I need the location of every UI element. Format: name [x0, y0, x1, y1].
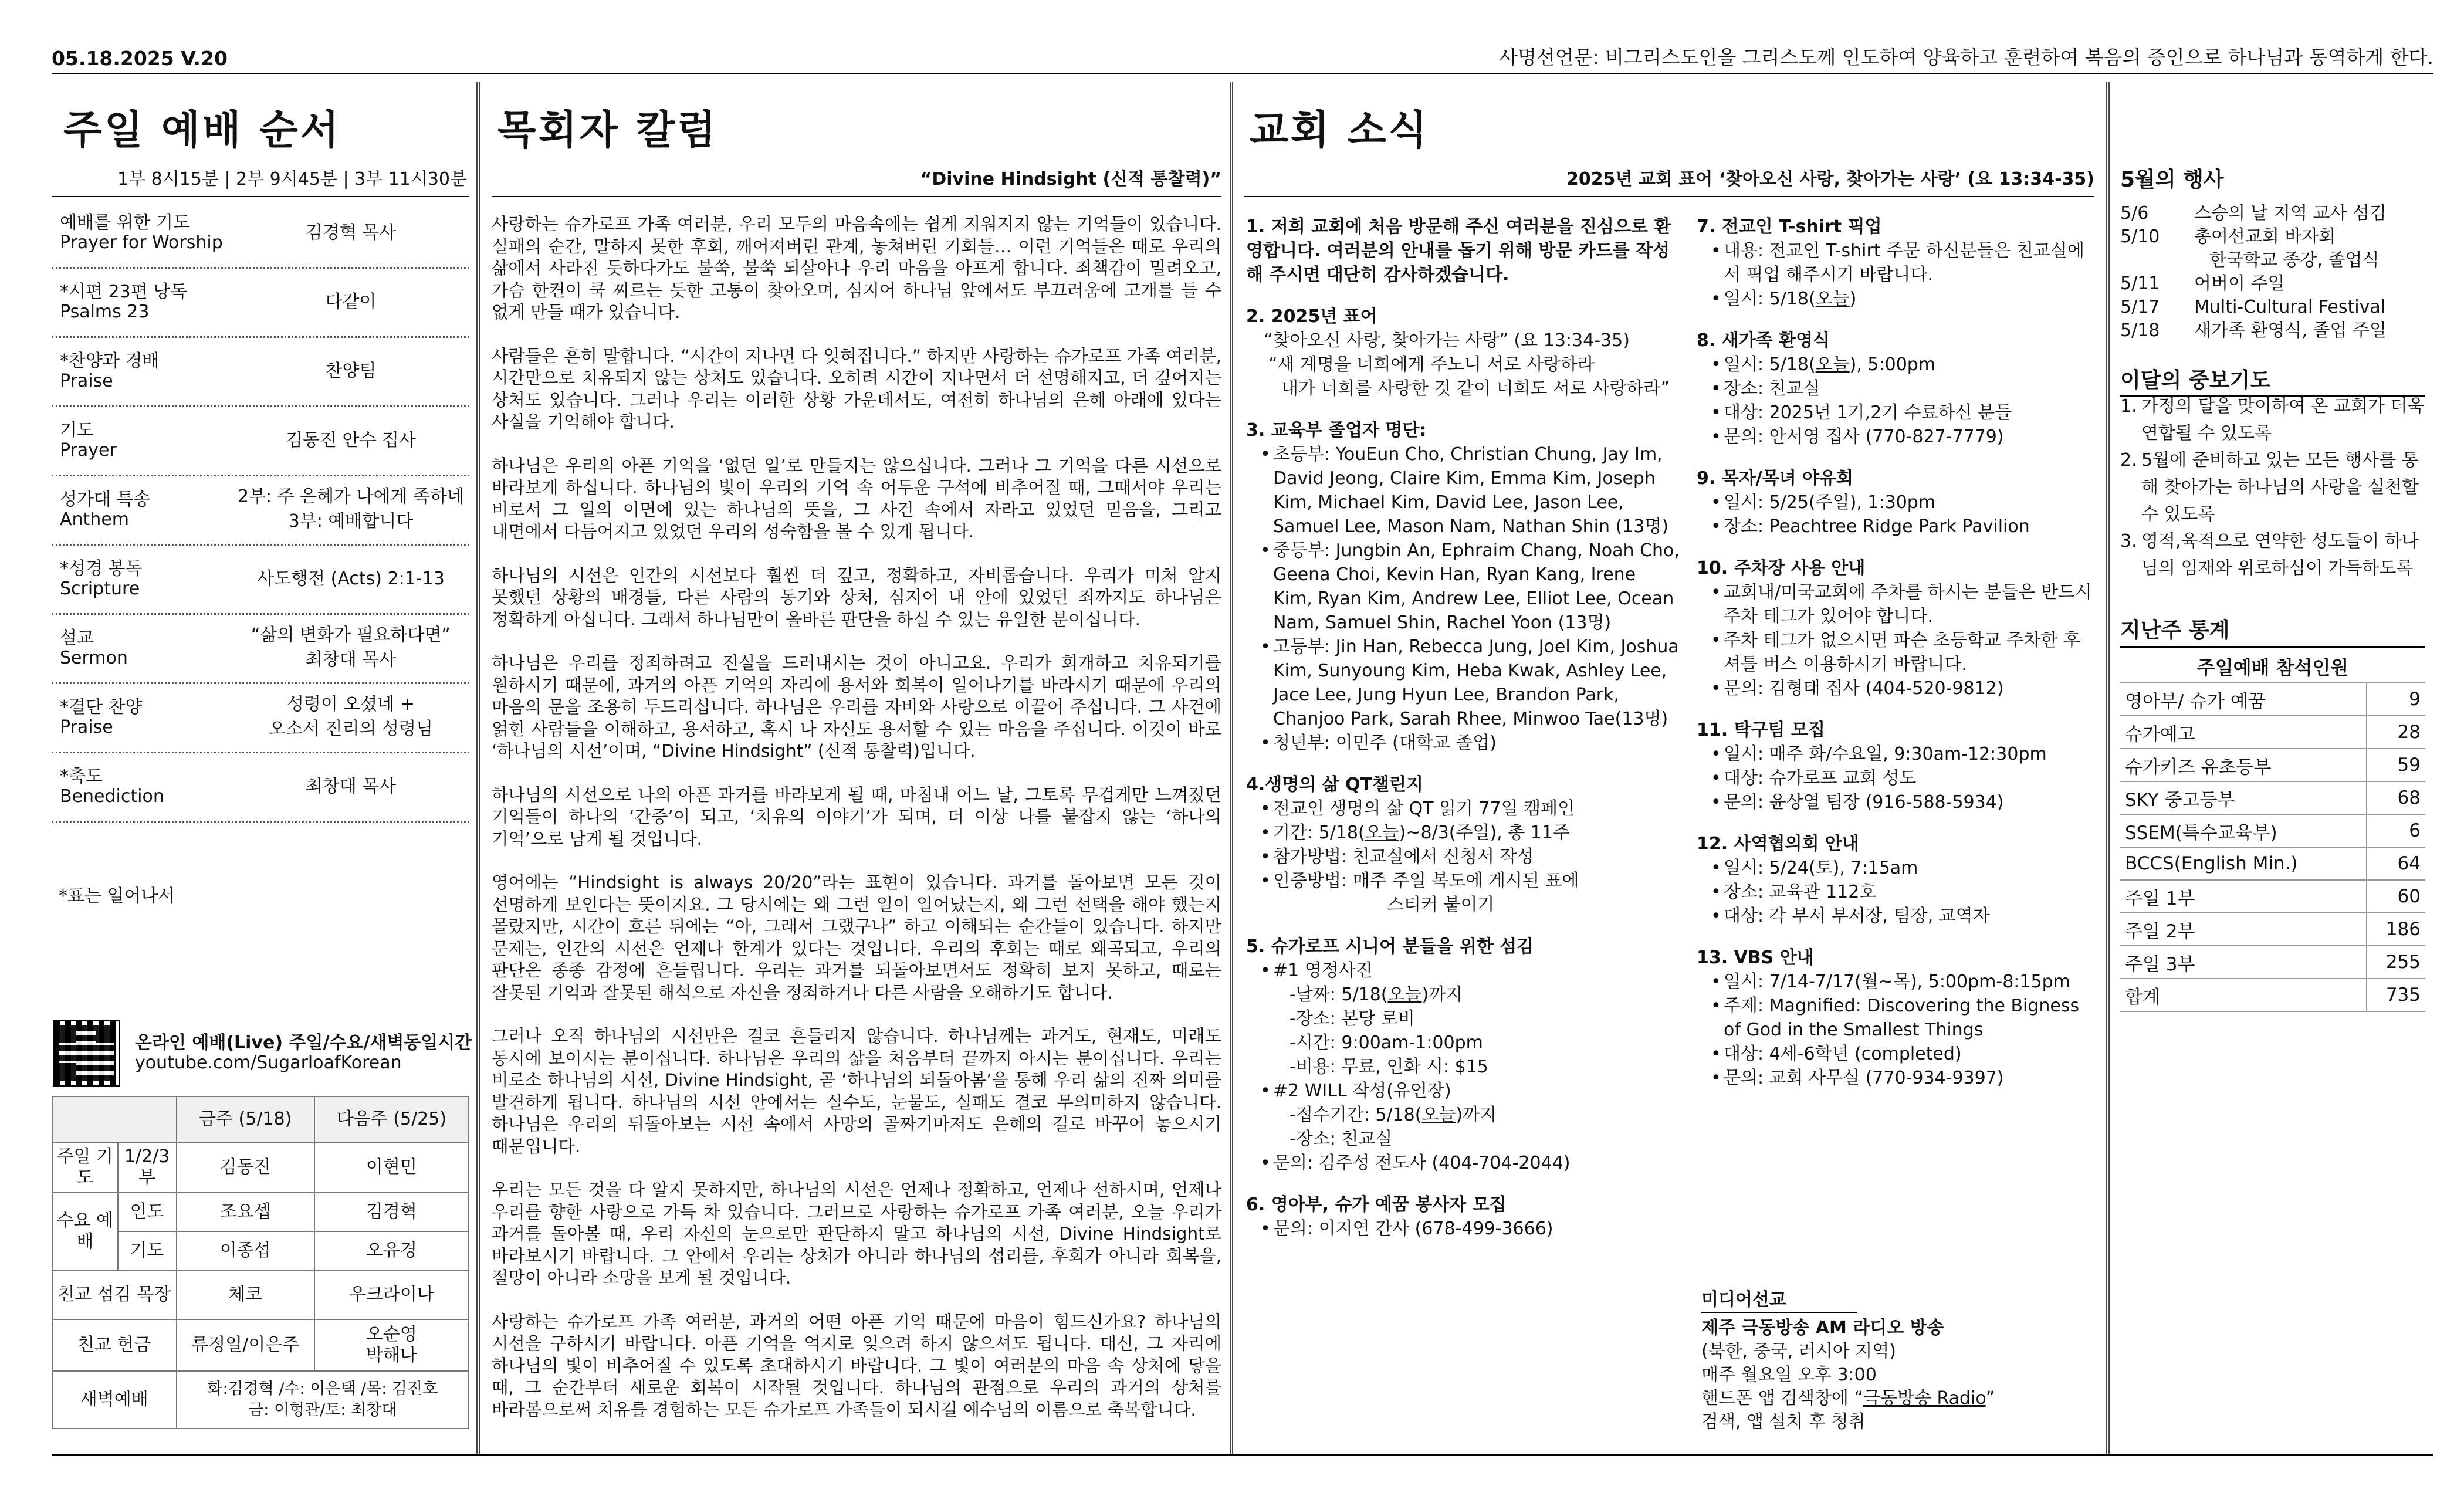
table-row [2120, 716, 2425, 749]
news-right-column [1697, 215, 2096, 1090]
attendance-label: BCCS(English Min.) [2120, 847, 2367, 880]
column-paragraph: 하나님은 우리의 아픈 기억을 ‘없던 일’로 만들지는 않으십니다. 그러나 그 기억을 다른 시선으로 바라보게 하십니다. 하나님의 빛이 우리의 기억 속 어두운 구석에 비추어질 때, 그때서야 우리는 비로서 그 일의 이면에 있는 하나님의 뜻을, 그 사건 속에서 자라고 있었던 믿음을, 그리고 내면에서 다듬어지고 있었던 우리의 성숙함을 볼 수 있게 됩니다. [492, 455, 1221, 541]
duty-cell: 류정일/이은주 [177, 1319, 314, 1371]
list-item: • 내용: 전교인 T-shirt 주문 하신분들은 친교실에서 픽업 해주시기 바랍니다. [1697, 239, 2096, 287]
qr-code-icon[interactable] [53, 1020, 120, 1087]
attendance-count: 64 [2367, 847, 2425, 880]
duty-table [52, 1096, 469, 1429]
event-date: 5/10 [2120, 226, 2160, 247]
news-item-8-heading: 8. 새가족 환영식 [1697, 330, 1830, 351]
worship-item-label: 기도 [60, 420, 94, 441]
news-item-9-heading: 9. 목자/목녀 야유회 [1697, 468, 1853, 489]
event-date: 5/18 [2120, 320, 2160, 341]
list-item: • 일시: 5/24(토), 7:15am [1697, 856, 2096, 880]
worship-item-label: *찬양과 경배 [60, 351, 160, 371]
attendance-count: 186 [2367, 913, 2425, 946]
event-date: 5/17 [2120, 297, 2160, 317]
mission-statement: 사명선언문: 비그리스도인을 그리스도께 인도하여 양육하고 훈련하여 복음의 증인으로 하나님과 동역하게 한다. [1499, 46, 2433, 69]
duty-label: 친교 헌금 [52, 1319, 177, 1371]
motto-line: “찾아오신 사랑, 찾아가는 사랑” (요 13:34-35) [1264, 330, 1630, 351]
bottom-divider [52, 1454, 2433, 1456]
worship-times: 1부 8시15분 | 2부 9시45분 | 3부 11시30분 [117, 169, 467, 189]
list-item: -시간: 9:00am-1:00pm [1289, 1033, 1483, 1053]
attendance-count: 9 [2367, 683, 2425, 716]
duty-cell: 이종섭 [177, 1231, 314, 1270]
worship-item-english: Anthem [60, 509, 129, 530]
duty-cell: 체코 [177, 1270, 314, 1319]
event-text: 총여선교회 바자회 [2194, 226, 2336, 247]
worship-item-english: Praise [60, 371, 113, 391]
attendance-count: 28 [2367, 716, 2425, 749]
list-item: • 장소: 교육관 112호 [1697, 880, 2096, 904]
duty-cell: 조요셉 [177, 1193, 314, 1231]
event-item [2120, 296, 2425, 319]
duty-cell: 오순영 박해나 [314, 1319, 469, 1371]
attendance-label: SKY 중고등부 [2120, 781, 2367, 814]
column-paragraph: 하나님은 우리를 정죄하려고 진실을 드러내시는 것이 아니고요. 우리가 회개하고 치유되기를 원하시기 때문에, 과거의 아픈 기억의 자리에 용서와 회복이 일어나기를 바라시기 때문에 우리의 마음의 문을 조용히 두드리십니다. 하나님은 우리를 자비와 사랑으로 이끌어 주십니다. 그 사건에 얽힌 사람들을 이해하고, 용서하고, 혹시 나 자신도 용서할 수 있는 마음을 주십니다. 이것이 바로 ‘하나님의 시선’이며, “Divine Hindsight” (신적 통찰력)입니다. [492, 653, 1221, 761]
worship-item-leader: 최창대 목사 [305, 776, 397, 797]
list-item: • #1 영정사진 [1246, 959, 1680, 983]
worship-item-english: Psalms 23 [60, 302, 150, 322]
duty-sublabel: 인도 [118, 1193, 177, 1231]
worship-item-label: 성가대 특송 [60, 489, 151, 510]
table-row [2120, 880, 2425, 913]
duty-label: 친교 섬김 목장 [52, 1270, 177, 1319]
worship-item-leader: 김동진 안수 집사 [286, 430, 416, 451]
worship-item-english: Scripture [60, 578, 140, 599]
news-item-13-heading: 13. VBS 안내 [1697, 947, 1814, 968]
list-item: • 대상: 슈가로프 교회 성도 [1697, 766, 2096, 790]
attendance-table-title: 주일예배 참석인원 [2120, 650, 2425, 683]
worship-order-item [52, 338, 469, 407]
worship-item-english: Benediction [60, 786, 164, 807]
motto-verse-2: 내가 너희를 사랑한 것 같이 너희도 서로 사랑하라” [1281, 378, 1670, 399]
list-item: • 문의: 김형태 집사 (404-520-9812) [1697, 676, 2096, 700]
event-item [2120, 225, 2425, 249]
list-item: • 일시: 5/25(주일), 1:30pm [1697, 490, 2096, 515]
duty-header-row [52, 1096, 469, 1142]
column-paragraph: 사랑하는 슈가로프 가족 여러분, 우리 모두의 마음속에는 쉽게 지워지지 않는 기억들이 있습니다. 실패의 순간, 말하지 못한 후회, 깨어져버린 관계, 놓쳐버린 기회들… 이런 기억들은 때로 우리의 삶에서 사라진 듯하다가도 불쑥, 불쑥 되살아나 우리 마음을 아프게 합니다. 죄책감이 밀려오고, 가슴 한켠이 쿡 찌르는 듯한 고통이 찾아오며, 심지어 하나님 앞에서도 부끄러움에 고개를 들 수 없게 만들 때가 있습니다. [492, 214, 1221, 322]
attendance-label: 주일 3부 [2120, 946, 2367, 979]
motto-verse-1: “새 계명을 너희에게 주노니 서로 사랑하라 [1268, 354, 1595, 375]
event-item [2120, 202, 2425, 225]
table-row [2120, 814, 2425, 847]
table-row [2120, 946, 2425, 979]
worship-order-item [52, 269, 469, 338]
pastor-column-subtitle: “Divine Hindsight (신적 통찰력)” [920, 169, 1221, 189]
attendance-label: 주일 1부 [2120, 880, 2367, 913]
events-list [2120, 202, 2425, 343]
duty-this-week-header: 금주 (5/18) [177, 1096, 314, 1142]
event-item [2120, 272, 2425, 296]
duty-cell: 김경혁 [314, 1193, 469, 1231]
worship-title: 주일 예배 순서 [63, 107, 341, 154]
worship-item-leader: 다같이 [325, 292, 377, 312]
list-item: 스티커 붙이기 [1387, 895, 1495, 915]
stats-title: 지난주 통계 [2120, 614, 2425, 648]
list-item: -접수기간: 5/18(오늘)까지 [1289, 1105, 1497, 1125]
list-item: • 전교인 생명의 삶 QT 읽기 77일 캠페인 [1246, 797, 1680, 821]
duty-next-week-header: 다음주 (5/25) [314, 1096, 469, 1142]
media-line: 제주 극동방송 AM 라디오 방송 [1701, 1318, 1944, 1338]
prayer-item [2120, 528, 2425, 582]
column-paragraph: 그러나 오직 하나님의 시선만은 결코 흔들리지 않습니다. 하나님께는 과거도, 현재도, 미래도 동시에 보이시는 분이십니다. 하나님은 우리의 삶을 처음부터 끝까지 아시는 분이십니다. 우리는 비로소 하나님의 시선, Divine Hindsight, 곧 ‘하나님의 되돌아봄’을 통해 우리 삶의 진짜 의미를 발견하게 됩니다. 하나님의 시선 안에서는 실수도, 눈물도, 실패도 결코 무의미하지 않습니다. 하나님은 우리의 뒤돌아보는 시선 속에서 사망의 골짜기마저도 은혜의 길로 바꾸어 놓으시기 때문입니다. [492, 1026, 1221, 1156]
event-date: 5/6 [2120, 203, 2149, 224]
list-item: • 인증방법: 매주 주일 복도에 게시된 표에 [1246, 869, 1680, 893]
standing-note: *표는 일어나서 [59, 886, 175, 906]
table-row [52, 1319, 469, 1371]
worship-order-item [52, 476, 469, 546]
news-left-column [1246, 215, 1680, 1241]
graduates-young-adult: • 청년부: 이민주 (대학교 졸업) [1246, 731, 1680, 755]
column-paragraph: 하나님의 시선으로 나의 아픈 과거를 바라보게 될 때, 마침내 어느 날, 그토록 무겁게만 느껴졌던 기억들이 하나의 ‘간증’이 되고, ‘치유의 이야기’가 되며, 더 이상 나를 붙잡지 않는 ‘하나의 기억’으로 남게 될 것입니다. [492, 784, 1221, 849]
attendance-count: 255 [2367, 946, 2425, 979]
list-item: • 참가방법: 친교실에서 신청서 작성 [1246, 845, 1680, 869]
version-label: 05.18.2025 V.20 [52, 47, 228, 70]
list-item: -장소: 본당 로비 [1289, 1008, 1415, 1029]
worship-order-item [52, 615, 469, 684]
news-title: 교회 소식 [1250, 107, 1430, 154]
list-item: • 교회내/미국교회에 주차를 하시는 분들은 반드시 주차 테그가 있어야 합니다. [1697, 580, 2096, 628]
column-paragraph: 사랑하는 슈가로프 가족 여러분, 과거의 어떤 아픈 기억 때문에 마음이 힘드신가요? 하나님의 시선을 구하시기 바랍니다. 아픈 기억을 억지로 잊으려 하지 않으셔도 됩니다. 대신, 그 자리에 하나님의 빛이 비추어질 수 있도록 초대하시기 바랍니다. 그 빛이 여러분의 마음 속 상처에 닿을 때, 그 순간부터 새로운 회복이 시작될 것입니다. 하나님의 관점으로 우리의 과거의 상처를 바라봄으로써 치유를 경험하는 모든 슈가로프 가족들이 되시길 예수님의 이름으로 축복합니다. [492, 1311, 1221, 1420]
pastor-rule [492, 196, 1221, 197]
events-title: 5월의 행사 [2120, 168, 2224, 192]
news-item-2-heading: 2. 2025년 표어 [1246, 306, 1377, 327]
list-item: • 문의: 김주성 전도사 (404-704-2044) [1246, 1151, 1680, 1175]
attendance-label: 영아부/ 슈가 예꿈 [2120, 683, 2367, 716]
list-item: • 대상: 4세-6학년 (completed) [1697, 1042, 2096, 1066]
table-row [2120, 683, 2425, 716]
event-text: 스승의 날 지역 교사 섬김 [2194, 203, 2387, 224]
list-item: • #2 WILL 작성(유언장) [1246, 1079, 1680, 1103]
worship-rule [52, 196, 469, 197]
table-row [52, 1193, 469, 1231]
prayer-list [2120, 393, 2425, 582]
media-line: 매주 월요일 오후 3:00 [1701, 1365, 1877, 1385]
event-item [2120, 249, 2425, 272]
worship-order-item [52, 753, 469, 823]
news-item-6-heading: 6. 영아부, 슈가 예꿈 봉사자 모집 [1246, 1194, 1507, 1215]
table-row [2120, 781, 2425, 814]
duty-label: 새벽예배 [52, 1371, 177, 1429]
worship-item-label: 예배를 위한 기도 [60, 212, 190, 233]
news-item-11-heading: 11. 탁구팀 모집 [1697, 720, 1825, 740]
list-item: • 일시: 매주 화/수요일, 9:30am-12:30pm [1697, 742, 2096, 766]
event-text: 새가족 환영식, 졸업 주일 [2194, 320, 2387, 341]
table-row [2120, 749, 2425, 781]
duty-label: 주일 기도 [52, 1142, 118, 1193]
worship-item-label: *성경 봉독 [60, 559, 143, 579]
news-item-5-heading: 5. 슈가로프 시니어 분들을 위한 섬김 [1246, 936, 1534, 957]
attendance-table [2120, 650, 2425, 1012]
list-item: • 주차 테그가 없으시면 파슨 초등학교 주차한 후 셔틀 버스 이용하시기 바랍니다. [1697, 628, 2096, 676]
list-item: • 장소: Peachtree Ridge Park Pavilion [1697, 515, 2096, 539]
worship-item-label: *시편 23편 낭독 [60, 282, 188, 302]
prayer-number: 1. [2120, 396, 2137, 417]
column-divider-3 [2106, 82, 2110, 1454]
list-item: • 일시: 5/18(오늘) [1697, 287, 2096, 311]
worship-item-leader: 2부: 주 은혜가 나에게 족하네 3부: 예배합니다 [237, 486, 465, 532]
table-header-row [2120, 650, 2425, 683]
media-line: 핸드폰 앱 검색창에 “극동방송 Radio” [1701, 1388, 1995, 1409]
column-divider-2 [1230, 82, 1233, 1454]
prayer-text: 5월에 준비하고 있는 모든 행사를 통해 찾아가는 하나님의 사랑을 실천할 수 있도록 [2141, 450, 2419, 524]
column-paragraph: 우리는 모든 것을 다 알지 못하지만, 하나님의 시선은 언제나 정확하고, 언제나 선하시며, 언제나 우리를 향한 사랑으로 가득 차 있습니다. 그러므로 사랑하는 슈가로프 가족 여러분, 오늘 우리가 과거를 돌아볼 때, 우리 자신의 눈으로만 판단하지 말고 하나님의 시선, Divine Hindsight로 바라보시기 바랍니다. 그 안에서 우리는 상처가 아니라 하나님의 섭리를, 후회가 아니라 회복을, 절망이 아니라 소망을 보게 될 것입니다. [492, 1180, 1221, 1288]
attendance-count: 60 [2367, 880, 2425, 913]
prayer-text: 영적,육적으로 연약한 성도들이 하나님의 임재와 위로하심이 가득하도록 [2141, 531, 2419, 578]
event-item [2120, 319, 2425, 343]
event-text: 한국학교 종강, 졸업식 [2209, 250, 2380, 270]
prayer-item [2120, 447, 2425, 528]
worship-order-item [52, 684, 469, 753]
list-item: • 문의: 교회 사무실 (770-934-9397) [1697, 1066, 2096, 1090]
graduates-middle: • 중등부: Jungbin An, Ephraim Chang, Noah Cho, Geena Choi, Kevin Han, Ryan Kang, Irene Kim, Ryan Kim, Andrew Lee, Elliot Lee, Ocean Nam, Samuel Shin, Rachel Yoon (13명) [1246, 539, 1680, 635]
duty-sublabel: 1/2/3부 [118, 1142, 177, 1193]
list-item: • 대상: 2025년 1기,2기 수료하신 분들 [1697, 401, 2096, 425]
media-line: (북한, 중국, 러시아 지역) [1701, 1341, 1896, 1362]
table-row [52, 1142, 469, 1193]
media-mission-title: 미디어선교 [1701, 1288, 1857, 1313]
column-divider-1 [476, 82, 480, 1454]
list-item: • 장소: 친교실 [1697, 377, 2096, 401]
prayer-text: 가정의 달을 맞이하여 온 교회가 더욱 연합될 수 있도록 [2141, 396, 2425, 444]
worship-item-leader: 김경혁 목사 [305, 222, 397, 243]
media-mission [1701, 1288, 1995, 1434]
worship-item-leader: 사도행전 (Acts) 2:1-13 [257, 568, 445, 589]
worship-item-leader: 성령이 오셨네 + 오소서 진리의 성령님 [269, 694, 433, 739]
list-item: • 문의: 윤상열 팀장 (916-588-5934) [1697, 790, 2096, 814]
attendance-count: 68 [2367, 781, 2425, 814]
attendance-count: 735 [2367, 979, 2425, 1011]
list-item: • 기간: 5/18(오늘)~8/3(주일), 총 11주 [1246, 821, 1680, 845]
list-item: • 대상: 각 부서 부서장, 팀장, 교역자 [1697, 904, 2096, 928]
graduates-high: • 고등부: Jin Han, Rebecca Jung, Joel Kim, Joshua Kim, Sunyoung Kim, Heba Kwak, Ashley Lee, Jace Lee, Jung Hyun Lee, Brandon Park, Chanjoo Park, Sarah Rhee, Minwoo Tae(13명) [1246, 635, 1680, 731]
duty-cell: 오유경 [314, 1231, 469, 1270]
table-row [2120, 979, 2425, 1011]
table-row [52, 1270, 469, 1319]
worship-item-label: 설교 [60, 628, 94, 648]
worship-item-leader: 찬양팀 [325, 361, 377, 381]
worship-item-english: Prayer [60, 440, 117, 461]
attendance-count: 59 [2367, 749, 2425, 781]
list-item: • 문의: 이지연 간사 (678-499-3666) [1246, 1217, 1680, 1241]
prayer-title: 이달의 중보기도 [2120, 364, 2425, 397]
prayer-item [2120, 393, 2425, 447]
worship-order-item [52, 546, 469, 615]
worship-item-english: Prayer for Worship [60, 232, 223, 253]
worship-item-english: Praise [60, 717, 113, 737]
list-item: -장소: 친교실 [1289, 1129, 1393, 1149]
worship-item-label: *축도 [60, 766, 103, 787]
news-item-1: 1. 저희 교회에 처음 방문해 주신 여러분을 진심으로 환영합니다. 여러분의 안내를 돕기 위해 방문 카드를 작성해 주시면 대단히 감사하겠습니다. [1246, 216, 1671, 285]
news-item-10-heading: 10. 주차장 사용 안내 [1697, 558, 1866, 578]
duty-sublabel: 기도 [118, 1231, 177, 1270]
worship-item-english: Sermon [60, 648, 128, 668]
worship-order-item [52, 407, 469, 476]
event-date [2120, 249, 2209, 272]
table-row [2120, 847, 2425, 880]
pastor-column-body [492, 214, 1221, 1443]
column-paragraph: 사람들은 흔히 말합니다. “시간이 지나면 다 잊혀집니다.” 하지만 사랑하는 슈가로프 가족 여러분, 시간만으로 치유되지 않는 상처도 있습니다. 오히려 시간이 지나면서 더 선명해지고, 더 깊어지는 상처도 있습니다. 그러나 우리는 이러한 상황 가운데서도, 여전히 하나님의 은혜 아래에 있다는 사실을 기억해야 합니다. [492, 346, 1221, 432]
event-text: Multi-Cultural Festival [2194, 297, 2386, 317]
top-divider [52, 73, 2433, 74]
attendance-label: 주일 2부 [2120, 913, 2367, 946]
list-item: • 일시: 5/18(오늘), 5:00pm [1697, 353, 2096, 377]
column-paragraph: 영어에는 “Hindsight is always 20/20”라는 표현이 있습니다. 과거를 돌아보면 모든 것이 선명하게 보인다는 뜻이지요. 그 당시에는 왜 그런 일이 일어났는지, 왜 그런 선택을 해야 했는지 몰랐지만, 시간이 흐른 뒤에는 “아, 그래서 그랬구나” 하고 이해되는 순간들이 있습니다. 하지만 문제는, 인간의 시선은 언제나 한계가 있다는 것입니다. 우리의 후회는 때로 왜곡되고, 우리의 판단은 종종 감정에 흔들립니다. 우리는 과거를 되돌아보면서도 정확히 보지 못하고, 때로는 잘못된 기억과 잘못된 해석으로 자신을 정죄하거나 다른 사람을 오해하기도 합니다. [492, 872, 1221, 1003]
duty-cell: 우크라이나 [314, 1270, 469, 1319]
header-bar [52, 40, 2433, 72]
live-worship-title: 온라인 예배(Live) 주일/수요/새벽동일시간 [135, 1033, 472, 1053]
attendance-label: 합계 [2120, 979, 2367, 1011]
event-date: 5/11 [2120, 273, 2160, 294]
graduates-elementary: • 초등부: YouEun Cho, Christian Chung, Jay Im, David Jeong, Claire Kim, Emma Kim, Joseph Kim, Michael Kim, David Lee, Jason Lee, Samuel Lee, Mason Nam, Nathan Shin (13명) [1246, 442, 1680, 539]
list-item: -날짜: 5/18(오늘)까지 [1289, 984, 1463, 1005]
event-text: 어버이 주일 [2194, 273, 2285, 294]
worship-item-leader: “삶의 변화가 필요하다면” 최창대 목사 [251, 625, 451, 670]
list-item: -비용: 무료, 인화 시: $15 [1289, 1057, 1488, 1077]
column-paragraph: 하나님의 시선은 인간의 시선보다 훨씬 더 깊고, 정확하고, 자비롭습니다. 우리가 미처 알지 못했던 상황의 배경들, 다른 사람의 동기와 상처, 심지어 내 안에 있었던 죄까지도 하나님은 정확하게 아십니다. 그래서 하나님만이 올바른 판단을 하실 수 있는 유일한 분이십니다. [492, 565, 1221, 629]
table-row [52, 1371, 469, 1429]
duty-label: 수요 예배 [52, 1193, 118, 1270]
prayer-number: 2. [2120, 450, 2137, 471]
news-item-3-heading: 3. 교육부 졸업자 명단: [1246, 420, 1427, 441]
worship-order-item [52, 199, 469, 269]
list-item: • 주제: Magnified: Discovering the Bigness of God in the Smallest Things [1697, 994, 2096, 1042]
duty-cell: 이현민 [314, 1142, 469, 1193]
duty-cell: 김동진 [177, 1142, 314, 1193]
attendance-count: 6 [2367, 814, 2425, 847]
attendance-label: SSEM(특수교육부) [2120, 814, 2367, 847]
news-item-7-heading: 7. 전교인 T-shirt 픽업 [1697, 216, 1882, 237]
media-line: 검색, 앱 설치 후 청취 [1701, 1412, 1866, 1432]
list-item: • 일시: 7/14-7/17(월~목), 5:00pm-8:15pm [1697, 970, 2096, 994]
worship-item-label: *결단 찬양 [60, 697, 143, 717]
church-motto: 2025년 교회 표어 ‘찾아오신 사랑, 찾아가는 사랑’ (요 13:34-35) [1566, 169, 2094, 189]
attendance-label: 슈가예고 [2120, 716, 2367, 749]
news-item-12-heading: 12. 사역협의회 안내 [1697, 834, 1859, 854]
list-item: • 문의: 안서영 집사 (770-827-7779) [1697, 425, 2096, 449]
table-row [2120, 913, 2425, 946]
duty-cell: 화:김경혁 /수: 이은택 /목: 김진호 금: 이형관/토: 최창대 [177, 1371, 469, 1429]
prayer-number: 3. [2120, 531, 2137, 551]
pastor-column-title: 목회자 칼럼 [497, 107, 719, 154]
live-worship-url[interactable]: youtube.com/SugarloafKorean [135, 1052, 402, 1073]
attendance-label: 슈가키즈 유초등부 [2120, 749, 2367, 781]
news-item-4-heading: 4.생명의 삶 QT챌린지 [1246, 774, 1423, 795]
news-rule [1244, 196, 2094, 197]
